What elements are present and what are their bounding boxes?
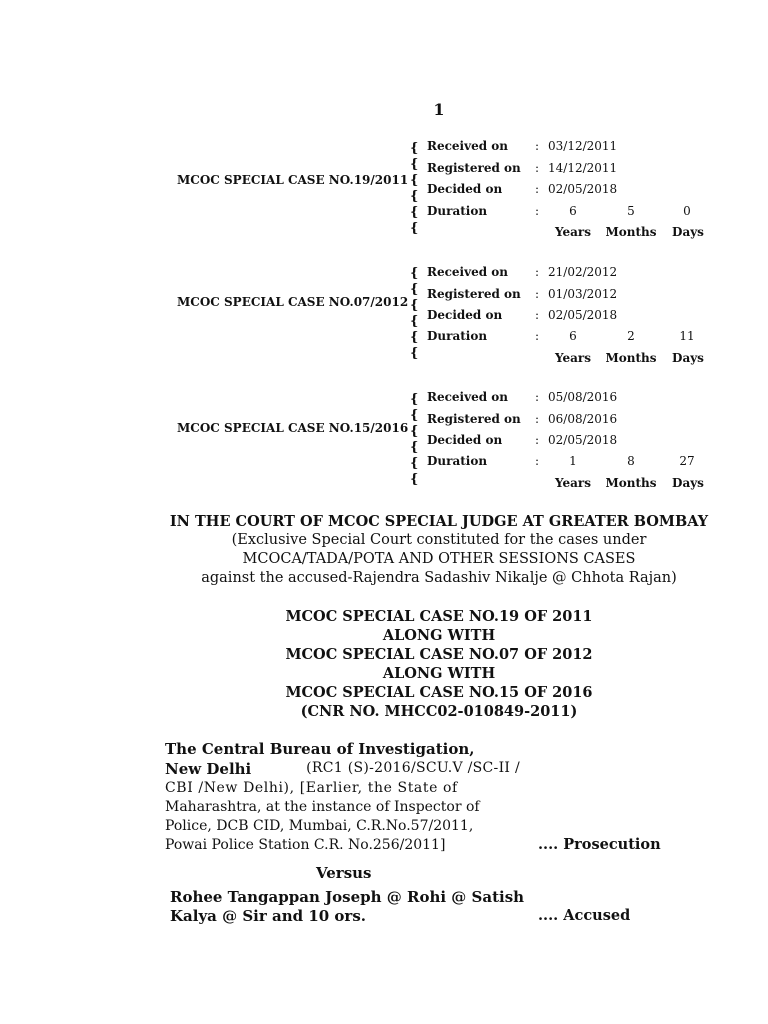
unit-months: Months — [605, 476, 657, 490]
accused-line-2: Kalya @ Sir and 10 ors. — [170, 907, 366, 925]
unit-days: Days — [672, 225, 704, 239]
colon: : — [535, 182, 540, 196]
colon: : — [535, 412, 540, 426]
case-title: MCOC SPECIAL CASE NO.07/2012 — [177, 295, 409, 309]
case-title: MCOC SPECIAL CASE NO.19/2011 — [177, 173, 409, 187]
decided-value: 02/05/2018 — [548, 182, 618, 196]
case-title: MCOC SPECIAL CASE NO.15/2016 — [177, 421, 409, 435]
received-value: 21/02/2012 — [548, 265, 618, 279]
brace: { — [410, 298, 419, 313]
duration-years: 1 — [569, 454, 577, 468]
colon: : — [535, 329, 540, 343]
duration-label: Duration — [427, 204, 488, 218]
page-number: 1 — [433, 100, 445, 119]
colon: : — [535, 308, 540, 322]
colon: : — [535, 433, 540, 447]
case-number-line: MCOC SPECIAL CASE NO.19 OF 2011 — [285, 608, 593, 625]
versus-label: Versus — [316, 864, 372, 882]
brace: { — [410, 205, 419, 220]
along-with-line: ALONG WITH — [382, 665, 496, 682]
prosecution-line-6: Powai Police Station C.R. No.256/2011] — [165, 837, 446, 853]
duration-months: 8 — [627, 454, 635, 468]
colon: : — [535, 204, 540, 218]
brace: { — [410, 189, 419, 204]
cnr-number-line: (CNR NO. MHCC02-010849-2011) — [300, 703, 578, 720]
brace: { — [410, 456, 419, 471]
unit-years: Years — [554, 476, 591, 490]
colon: : — [535, 265, 540, 279]
accused-line-1: Rohee Tangappan Joseph @ Rohi @ Satish — [170, 888, 525, 906]
duration-label: Duration — [427, 329, 488, 343]
registered-value: 06/08/2016 — [548, 412, 618, 426]
brace: { — [410, 157, 419, 172]
unit-months: Months — [605, 351, 657, 365]
registered-value: 01/03/2012 — [548, 287, 618, 301]
unit-months: Months — [605, 225, 657, 239]
registered-label: Registered on — [427, 287, 521, 301]
received-value: 03/12/2011 — [548, 139, 618, 153]
received-label: Received on — [427, 390, 509, 404]
decided-value: 02/05/2018 — [548, 433, 618, 447]
registered-label: Registered on — [427, 161, 521, 175]
colon: : — [535, 161, 540, 175]
unit-days: Days — [672, 351, 704, 365]
colon: : — [535, 454, 540, 468]
brace: { — [410, 314, 419, 329]
brace: { — [410, 141, 419, 156]
duration-years: 6 — [569, 329, 577, 343]
colon: : — [535, 390, 540, 404]
along-with-line: ALONG WITH — [382, 627, 496, 644]
prosecution-line-5: Police, DCB CID, Mumbai, C.R.No.57/2011, — [165, 818, 474, 834]
unit-days: Days — [672, 476, 704, 490]
colon: : — [535, 139, 540, 153]
duration-days: 0 — [683, 204, 691, 218]
brace: { — [410, 346, 419, 361]
prosecution-tag: .... Prosecution — [538, 836, 661, 853]
prosecution-name: The Central Bureau of Investigation, — [165, 740, 475, 758]
brace: { — [410, 408, 419, 423]
registered-label: Registered on — [427, 412, 521, 426]
court-subline-1: (Exclusive Special Court constituted for the cases under — [231, 532, 647, 548]
duration-label: Duration — [427, 454, 488, 468]
received-label: Received on — [427, 265, 509, 279]
duration-years: 6 — [569, 204, 577, 218]
prosecution-city: New Delhi — [165, 760, 252, 778]
brace: { — [410, 392, 419, 407]
prosecution-line-2 — [165, 760, 520, 778]
duration-months: 2 — [627, 329, 635, 343]
unit-years: Years — [554, 225, 591, 239]
brace: { — [410, 424, 419, 439]
prosecution-line-4: Maharashtra, at the instance of Inspector of — [165, 799, 480, 815]
case-number-line: MCOC SPECIAL CASE NO.07 OF 2012 — [285, 646, 593, 663]
case-number-line: MCOC SPECIAL CASE NO.15 OF 2016 — [285, 684, 593, 701]
prosecution-line-2-text: (RC1 (S)-2016/SCU.V /SC-II / — [306, 760, 520, 776]
prosecution-line-3: CBI /New Delhi), [Earlier, the State of — [165, 780, 458, 796]
court-heading: IN THE COURT OF MCOC SPECIAL JUDGE AT GREATER BOMBAY — [169, 513, 709, 530]
duration-days: 11 — [679, 329, 695, 343]
registered-value: 14/12/2011 — [548, 161, 618, 175]
brace: { — [410, 221, 419, 236]
decided-label: Decided on — [427, 308, 503, 322]
decided-label: Decided on — [427, 433, 503, 447]
received-label: Received on — [427, 139, 509, 153]
duration-months: 5 — [627, 204, 635, 218]
brace: { — [410, 282, 419, 297]
brace: { — [410, 266, 419, 281]
court-subline-3: against the accused-Rajendra Sadashiv Nikalje @ Chhota Rajan) — [201, 570, 677, 586]
decided-value: 02/05/2018 — [548, 308, 618, 322]
brace: { — [410, 472, 419, 487]
court-subline-2: MCOCA/TADA/POTA AND OTHER SESSIONS CASES — [242, 551, 636, 567]
brace: { — [410, 440, 419, 455]
accused-tag: .... Accused — [538, 907, 631, 924]
brace: { — [410, 330, 419, 345]
colon: : — [535, 287, 540, 301]
brace: { — [410, 173, 419, 188]
duration-days: 27 — [679, 454, 695, 468]
decided-label: Decided on — [427, 182, 503, 196]
unit-years: Years — [554, 351, 591, 365]
received-value: 05/08/2016 — [548, 390, 618, 404]
